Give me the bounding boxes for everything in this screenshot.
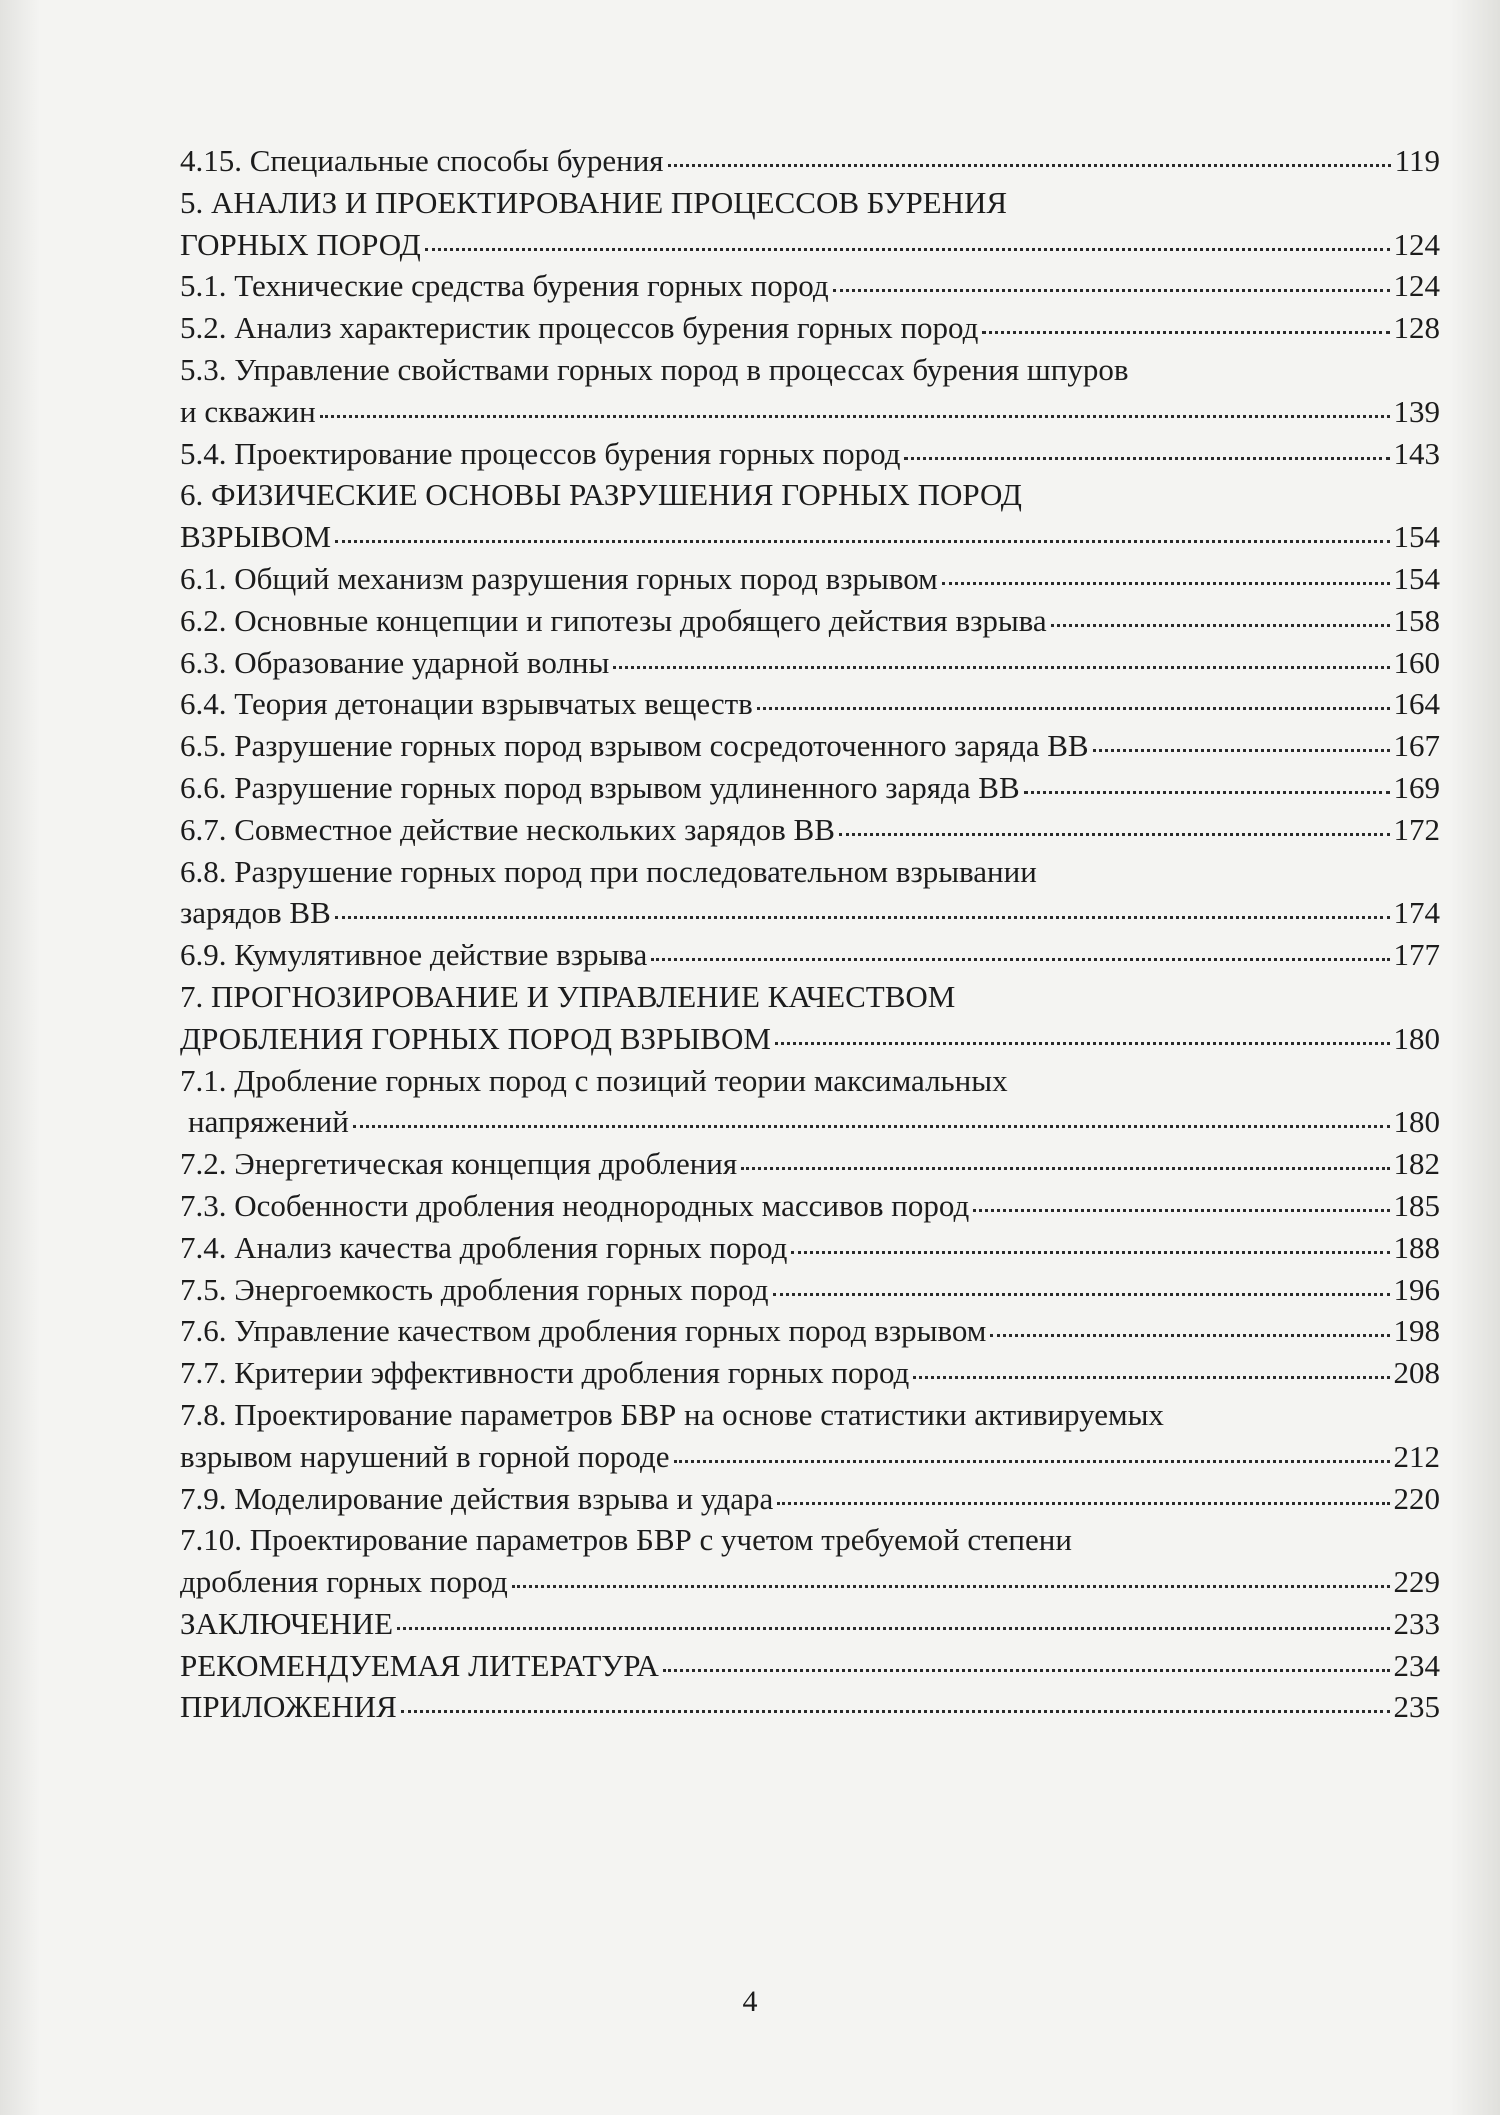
- dot-leader: [757, 707, 1390, 710]
- toc-entry-page: 220: [1393, 1480, 1440, 1516]
- toc-entry-title: 6. ФИЗИЧЕСКИЕ ОСНОВЫ РАЗРУШЕНИЯ ГОРНЫХ ПОРОД: [180, 477, 1022, 513]
- toc-entry-title: 6.5. Разрушение горных пород взрывом сосредоточенного заряда ВВ: [180, 728, 1089, 764]
- toc-entry: [180, 642, 1440, 684]
- toc-entry: [180, 600, 1440, 642]
- toc-entry: [180, 1101, 1440, 1143]
- toc-entry-page: 154: [1393, 519, 1440, 555]
- dot-leader: [833, 289, 1390, 292]
- toc-entry-title: 5.3. Управление свойствами горных пород в процессах бурения шпуров: [180, 351, 1129, 387]
- toc-entry: [180, 307, 1440, 349]
- dot-leader: [904, 457, 1389, 460]
- dot-leader: [663, 1669, 1390, 1672]
- toc-entry: [180, 1519, 1440, 1561]
- toc-entry: [180, 391, 1440, 433]
- dot-leader: [651, 958, 1389, 961]
- toc-entry-title: 5.2. Анализ характеристик процессов бурения горных пород: [180, 310, 979, 346]
- toc-entry: [180, 474, 1440, 516]
- toc-entry-title: ЗАКЛЮЧЕНИЕ: [180, 1605, 394, 1641]
- toc-entry-page: 180: [1393, 1104, 1440, 1140]
- dot-leader: [512, 1585, 1390, 1588]
- dot-leader: [1024, 791, 1390, 794]
- toc-entry: [180, 767, 1440, 809]
- toc-entry-page: 235: [1393, 1689, 1440, 1725]
- toc-entry-title: 6.2. Основные концепции и гипотезы дробящего действия взрыва: [180, 602, 1047, 638]
- dot-leader: [741, 1167, 1389, 1170]
- toc-entry-title: РЕКОМЕНДУЕМАЯ ЛИТЕРАТУРА: [180, 1647, 659, 1683]
- toc-entry-page: 143: [1393, 435, 1440, 471]
- toc-entry: [180, 1645, 1440, 1687]
- toc-entry-title: ГОРНЫХ ПОРОД: [180, 226, 421, 262]
- toc-entry-title: 7.6. Управление качеством дробления горных пород взрывом: [180, 1313, 987, 1349]
- toc-entry: [180, 1686, 1440, 1728]
- toc-entry: [180, 725, 1440, 767]
- toc-entry: [180, 1227, 1440, 1269]
- toc-entry: [180, 1018, 1440, 1060]
- table-of-contents: [180, 140, 1440, 1728]
- page-edge-shade-left: [0, 0, 40, 2115]
- toc-entry-page: 229: [1393, 1564, 1440, 1600]
- toc-entry: [180, 934, 1440, 976]
- toc-entry-title: 7.1. Дробление горных пород с позиций теории максимальных: [180, 1062, 1008, 1098]
- toc-entry-title: 6.9. Кумулятивное действие взрыва: [180, 937, 648, 973]
- dot-leader: [425, 248, 1390, 251]
- toc-entry: [180, 1394, 1440, 1436]
- toc-entry-page: 196: [1393, 1271, 1440, 1307]
- toc-entry-page: 164: [1393, 686, 1440, 722]
- toc-entry-title: 6.4. Теория детонации взрывчатых веществ: [180, 686, 753, 722]
- toc-entry: [180, 1060, 1440, 1102]
- toc-entry-title: 5. АНАЛИЗ И ПРОЕКТИРОВАНИЕ ПРОЦЕССОВ БУРЕНИЯ: [180, 184, 1008, 220]
- toc-entry: [180, 1352, 1440, 1394]
- dot-leader: [397, 1627, 1389, 1630]
- toc-entry: [180, 265, 1440, 307]
- toc-entry-page: 119: [1394, 143, 1440, 178]
- toc-entry-title: 7.2. Энергетическая концепция дробления: [180, 1146, 738, 1182]
- toc-entry-title: напряжений: [188, 1104, 349, 1140]
- toc-entry: [180, 1269, 1440, 1311]
- toc-entry-page: 177: [1393, 937, 1440, 973]
- toc-entry-page: 208: [1393, 1355, 1440, 1391]
- dot-leader: [839, 833, 1390, 836]
- toc-entry-title: дробления горных пород: [180, 1564, 508, 1600]
- toc-entry: [180, 558, 1440, 600]
- dot-leader: [674, 1460, 1390, 1463]
- toc-entry-title: 7.5. Энергоемкость дробления горных пород: [180, 1271, 769, 1307]
- toc-entry-title: взрывом нарушений в горной породе: [180, 1438, 670, 1474]
- dot-leader: [335, 916, 1390, 919]
- toc-entry-title: 7.4. Анализ качества дробления горных пород: [180, 1229, 788, 1265]
- toc-entry-title: 7.8. Проектирование параметров БВР на основе статистики активируемых: [180, 1396, 1164, 1432]
- dot-leader: [773, 1293, 1390, 1296]
- toc-entry-page: 124: [1393, 226, 1440, 262]
- toc-entry: [180, 516, 1440, 558]
- toc-entry-title: 6.6. Разрушение горных пород взрывом удлиненного заряда ВВ: [180, 769, 1020, 805]
- dot-leader: [613, 666, 1389, 669]
- toc-entry-page: 128: [1393, 310, 1440, 346]
- toc-entry: [180, 182, 1440, 224]
- toc-entry: [180, 809, 1440, 851]
- toc-entry-page: 172: [1393, 811, 1440, 847]
- toc-entry-page: 167: [1393, 728, 1440, 764]
- toc-entry-page: 188: [1393, 1229, 1440, 1265]
- dot-leader: [1051, 624, 1390, 627]
- dot-leader: [791, 1251, 1389, 1254]
- toc-entry-page: 174: [1393, 895, 1440, 931]
- toc-entry-page: 182: [1393, 1146, 1440, 1182]
- toc-entry: [180, 976, 1440, 1018]
- toc-entry-page: 198: [1393, 1313, 1440, 1349]
- toc-entry-title: 6.7. Совместное действие нескольких зарядов ВВ: [180, 811, 835, 847]
- toc-entry-title: 7. ПРОГНОЗИРОВАНИЕ И УПРАВЛЕНИЕ КАЧЕСТВОМ: [180, 978, 956, 1014]
- toc-entry-page: 212: [1393, 1438, 1440, 1474]
- toc-entry: [180, 1436, 1440, 1478]
- toc-entry: [180, 1185, 1440, 1227]
- dot-leader: [942, 582, 1390, 585]
- page-edge-shade-right: [1450, 0, 1500, 2115]
- toc-entry: [180, 349, 1440, 391]
- toc-entry-page: 124: [1393, 268, 1440, 304]
- dot-leader: [401, 1710, 1390, 1713]
- toc-entry-page: 154: [1393, 560, 1440, 596]
- toc-entry-page: 158: [1393, 602, 1440, 638]
- dot-leader: [973, 1209, 1389, 1212]
- toc-entry: [180, 1561, 1440, 1603]
- toc-entry: [180, 1310, 1440, 1352]
- toc-entry-title: ДРОБЛЕНИЯ ГОРНЫХ ПОРОД ВЗРЫВОМ: [180, 1020, 771, 1056]
- toc-entry: [180, 851, 1440, 893]
- toc-entry: [180, 683, 1440, 725]
- toc-entry-title: 7.3. Особенности дробления неоднородных массивов пород: [180, 1187, 970, 1223]
- toc-entry-title: 4.15. Специальные способы бурения: [180, 143, 664, 178]
- toc-entry: [180, 892, 1440, 934]
- toc-entry-page: 160: [1393, 644, 1440, 680]
- toc-entry-title: 6.3. Образование ударной волны: [180, 644, 610, 680]
- page-number: 4: [742, 1985, 758, 2018]
- dot-leader: [982, 331, 1389, 334]
- toc-entry: [180, 1603, 1440, 1645]
- toc-entry-title: 6.1. Общий механизм разрушения горных пород взрывом: [180, 560, 938, 596]
- toc-entry-page: 185: [1393, 1187, 1440, 1223]
- toc-entry-title: зарядов ВВ: [180, 895, 331, 931]
- toc-entry-title: 7.7. Критерии эффективности дробления горных пород: [180, 1355, 910, 1391]
- toc-entry-page: 180: [1393, 1020, 1440, 1056]
- toc-entry: [180, 224, 1440, 266]
- toc-entry-title: 7.10. Проектирование параметров БВР с учетом требуемой степени: [180, 1522, 1072, 1558]
- toc-entry-page: 233: [1393, 1605, 1440, 1641]
- dot-leader: [990, 1334, 1389, 1337]
- dot-leader: [777, 1502, 1389, 1505]
- dot-leader: [1093, 749, 1390, 752]
- dot-leader: [913, 1376, 1389, 1379]
- dot-leader: [353, 1125, 1390, 1128]
- toc-entry-title: 6.8. Разрушение горных пород при последовательном взрывании: [180, 853, 1037, 889]
- toc-entry: [180, 1478, 1440, 1520]
- toc-entry-page: 139: [1393, 393, 1440, 429]
- toc-entry-title: ПРИЛОЖЕНИЯ: [180, 1689, 397, 1725]
- toc-entry-title: 5.1. Технические средства бурения горных пород: [180, 268, 829, 304]
- dot-leader: [668, 164, 1391, 167]
- dot-leader: [775, 1042, 1390, 1045]
- toc-entry-title: ВЗРЫВОМ: [180, 519, 332, 555]
- toc-entry: [180, 140, 1440, 182]
- dot-leader: [320, 415, 1390, 418]
- toc-entry-title: 5.4. Проектирование процессов бурения горных пород: [180, 435, 901, 471]
- toc-entry: [180, 1143, 1440, 1185]
- toc-entry-title: 7.9. Моделирование действия взрыва и удара: [180, 1480, 774, 1516]
- toc-entry-title: и скважин: [180, 393, 316, 429]
- toc-entry-page: 234: [1393, 1647, 1440, 1683]
- toc-entry: [180, 433, 1440, 475]
- dot-leader: [335, 540, 1389, 543]
- toc-entry-page: 169: [1393, 769, 1440, 805]
